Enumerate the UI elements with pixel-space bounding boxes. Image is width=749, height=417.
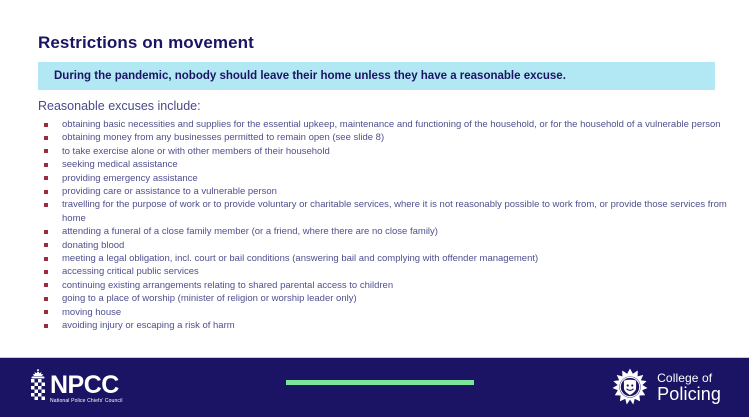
bullet-square-icon: [44, 190, 48, 194]
sillitoe-tartan-pattern: [31, 379, 45, 400]
bullet-square-icon: [44, 136, 48, 140]
list-item-label: going to a place of worship (minister of religion or worship leader only): [62, 293, 357, 305]
police-crown-icon: [30, 369, 46, 379]
list-item: [38, 279, 728, 292]
list-item-label: to take exercise alone or with other members of their household: [62, 145, 330, 157]
list-item-label: seeking medical assistance: [62, 159, 178, 171]
list-item: [38, 158, 728, 171]
bullet-square-icon: [44, 283, 48, 287]
bullet-square-icon: [44, 310, 48, 314]
list-item: [38, 185, 728, 198]
bullet-square-icon: [44, 123, 48, 127]
bullet-square-icon: [44, 230, 48, 234]
list-item: [38, 131, 728, 144]
list-item-label: meeting a legal obligation, incl. court or bail conditions (answering bail and complying with offender management): [62, 253, 539, 265]
npcc-logo: [28, 369, 123, 405]
footer-divider-rule: [0, 357, 749, 358]
list-item-label: attending a funeral of a close family member (or a friend, where there are no close family): [62, 226, 438, 238]
npcc-subtitle: National Police Chiefs' Council: [50, 398, 123, 404]
list-item-label: providing emergency assistance: [62, 172, 198, 184]
list-item: [38, 252, 728, 265]
list-item: [38, 145, 728, 158]
footer-accent-bar: [286, 380, 474, 385]
list-item-label: obtaining money from any businesses permitted to remain open (see slide 8): [62, 132, 385, 144]
list-item-label: avoiding injury or escaping a risk of harm: [62, 320, 235, 332]
list-item-label: moving house: [62, 306, 122, 318]
bullet-square-icon: [44, 176, 48, 180]
list-item-label: obtaining basic necessities and supplies for the essential upkeep, maintenance and functioning of the household, or for the household of a vulnerable person: [62, 119, 721, 130]
footer: [0, 357, 749, 417]
bullet-square-icon: [44, 257, 48, 261]
npcc-wordmark: [50, 373, 123, 405]
list-item: [38, 319, 728, 332]
college-of-policing-logo: [611, 368, 721, 406]
college-of-policing-star-crest-icon: [611, 368, 649, 406]
list-item: [38, 118, 728, 131]
list-item: [38, 239, 728, 252]
list-item: [38, 265, 728, 278]
npcc-name: NPCC: [50, 371, 119, 399]
list-item-label: accessing critical public services: [62, 266, 199, 278]
list-item-label: continuing existing arrangements relating to shared parental access to children: [62, 279, 394, 291]
bullet-square-icon: [44, 297, 48, 301]
list-item-label: travelling for the purpose of work or to provide voluntary or charitable services, where it is not reasonably possible to work from, or provide those services from home: [62, 199, 727, 224]
bullet-square-icon: [44, 270, 48, 274]
bullet-square-icon: [44, 243, 48, 247]
bullet-square-icon: [44, 149, 48, 153]
highlight-banner-text: During the pandemic, nobody should leave their home unless they have a reasonable excuse.: [54, 70, 566, 82]
page-title: Restrictions on movement: [38, 33, 254, 52]
list-item: [38, 198, 728, 225]
reasonable-excuses-list: [38, 118, 728, 333]
list-item: [38, 306, 728, 319]
college-of-policing-wordmark: [657, 371, 721, 404]
list-item: [38, 292, 728, 305]
list-item-label: donating blood: [62, 239, 125, 251]
college-of-policing-line1: College of: [657, 370, 713, 385]
highlight-banner: [38, 62, 715, 90]
list-item: [38, 172, 728, 185]
list-item-label: providing care or assistance to a vulnerable person: [62, 186, 277, 198]
bullet-square-icon: [44, 203, 48, 207]
college-of-policing-line2: Policing: [657, 383, 721, 404]
npcc-crest-icon: [28, 369, 48, 405]
bullet-square-icon: [44, 324, 48, 328]
list-item: [38, 225, 728, 238]
bullet-square-icon: [44, 163, 48, 167]
intro-text: Reasonable excuses include:: [38, 99, 201, 113]
